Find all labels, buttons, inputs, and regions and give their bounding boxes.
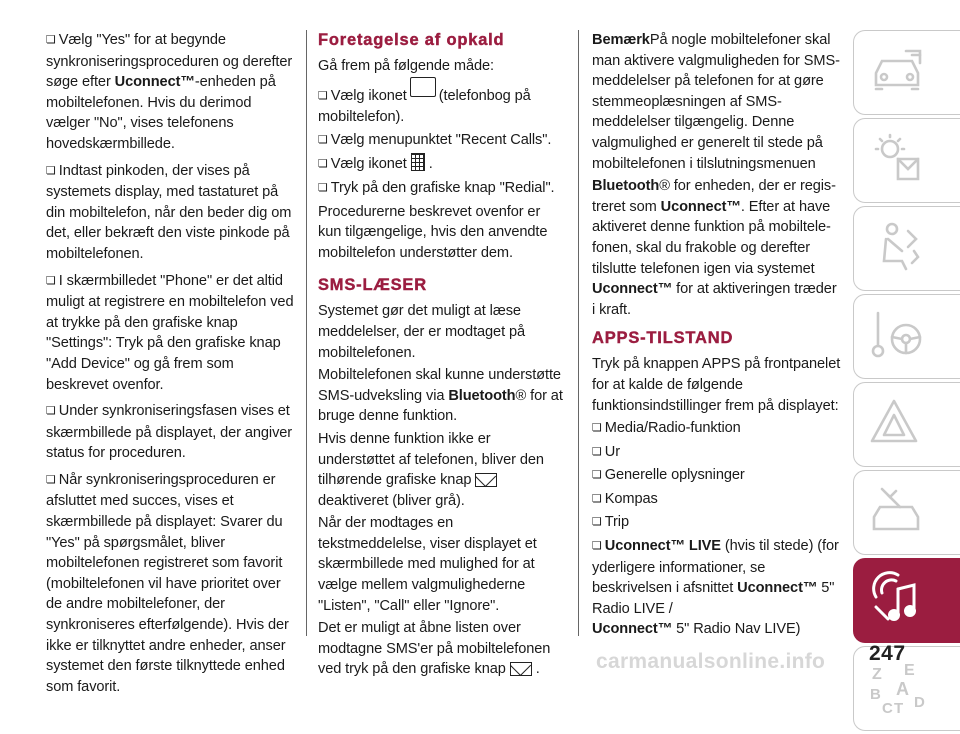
paragraph: Mobiltelefonen skal kunne understøtte SMS-udveksling via Bluetooth® for at bruge denne funktion. bbox=[318, 367, 563, 425]
column-divider bbox=[578, 30, 579, 636]
list-item: ❏ Vælg menupunktet "Recent Calls". bbox=[318, 131, 552, 148]
paragraph: Det er muligt at åbne listen over modtagne SMS'er på mobiltelefonen ved tryk på den grafiske knap . bbox=[318, 620, 551, 678]
bullet-icon: ❏ bbox=[46, 33, 56, 46]
list-item: ❏ Uconnect™ LIVE (hvis til stede) (for yderligere informationer, se beskrivelsen i afsnittet Uconnect™ 5" Radio LIVE / Uconnect™ 5" Radio Nav LIVE) bbox=[592, 538, 839, 638]
bullet-icon: ❏ bbox=[592, 539, 602, 553]
list-item: ❏ Vælg ikonet . bbox=[318, 153, 564, 176]
breakdown-triangle-icon bbox=[868, 397, 928, 453]
list-item: ❏ Generelle oplysninger bbox=[592, 467, 745, 484]
paragraph: Gå frem på følgende måde: bbox=[318, 58, 494, 74]
alphabetical-index-icon bbox=[868, 661, 928, 717]
car-info-icon bbox=[868, 45, 928, 101]
index-letter: T bbox=[894, 700, 904, 717]
watermark: carmanualsonline.info bbox=[596, 650, 826, 673]
steering-wheel-icon bbox=[868, 309, 928, 365]
tab-safety[interactable] bbox=[853, 206, 960, 291]
index-letter: C bbox=[882, 700, 893, 717]
bullet-icon: ❏ bbox=[46, 404, 56, 418]
list-item: ❏ Kompas bbox=[592, 490, 658, 507]
bullet-icon: ❏ bbox=[318, 157, 328, 171]
list-item: ❏ Under synkroniseringsfasen vises et skærmbillede på displayet, der angiver status for proceduren. bbox=[46, 403, 293, 462]
list-item: ❏ Tryk på den grafiske knap "Redial". bbox=[318, 179, 555, 196]
safety-seat-icon bbox=[868, 221, 928, 277]
list-item: ❏ Ur bbox=[592, 443, 620, 460]
bullet-icon: ❏ bbox=[318, 88, 328, 102]
bullet-icon: ❏ bbox=[592, 491, 602, 505]
list-item: ❏ Media/Radio-funktion bbox=[592, 420, 741, 437]
index-letter: E bbox=[904, 662, 915, 679]
multimedia-icon bbox=[868, 573, 928, 629]
column-1 bbox=[46, 30, 298, 703]
tab-maintenance[interactable] bbox=[853, 470, 960, 555]
list-item: ❏ Trip bbox=[592, 514, 629, 531]
list-item: ❏ Når synkroniseringsproceduren er afsluttet med succes, vises et skærmbillede på displayet: Svarer du "Yes" på spørgsmålet, bliver mobiltelefonen registreret som favorit (mobiltelefonen vil have prioritet over de andre mobiltelefoner, der synkroniseres efterfølgende). Hvis der ikke er tilknyttet andre enheder, anser systemet den første tilknyttede enhed som favorit. bbox=[46, 471, 289, 695]
tab-warning-lights[interactable] bbox=[853, 118, 960, 203]
bullet-icon: ❏ bbox=[318, 132, 328, 146]
bullet-icon: ❏ bbox=[592, 421, 602, 435]
phonebook-icon bbox=[410, 77, 436, 97]
bullet-icon: ❏ bbox=[592, 515, 602, 529]
bullet-icon: ❏ bbox=[46, 163, 56, 177]
list-item: ❏ Vælg ikonet (telefonbog på mobiltelefon). bbox=[318, 83, 564, 128]
chapter-tabs bbox=[853, 30, 960, 734]
wrench-car-icon bbox=[868, 485, 928, 541]
paragraph: Bluetooth® for enheden, der er registreret som Uconnect™. Efter at have aktiveret denne funktion på mobiltelefonen, skal du frakoble og derefter tilslutte telefonen igen via systemet Uconnect™ for at aktiveringen træder i kraft. bbox=[592, 178, 837, 318]
paragraph: Systemet gør det muligt at læse meddelelser, der er modtaget på mobiltelefonen. bbox=[318, 303, 526, 361]
bullet-icon: ❏ bbox=[592, 468, 602, 482]
column-divider bbox=[306, 30, 307, 636]
bullet-icon: ❏ bbox=[318, 180, 328, 194]
bullet-icon: ❏ bbox=[46, 273, 56, 287]
tab-emergency[interactable] bbox=[853, 382, 960, 467]
paragraph: Når der modtages en tekstmeddelelse, viser displayet et skærmbillede med mulighed for at vælge mellem valgmulighederne "Listen", "Call" eller "Ignore". bbox=[318, 515, 537, 614]
index-letter: Z bbox=[872, 666, 882, 683]
warning-lights-icon bbox=[868, 133, 928, 189]
bullet-icon: ❏ bbox=[592, 444, 602, 458]
section-heading-apps: APPS-TILSTAND bbox=[592, 329, 734, 348]
section-heading-sms: SMS-LÆSER bbox=[318, 276, 427, 295]
keypad-icon bbox=[411, 153, 425, 171]
tab-car-info[interactable] bbox=[853, 30, 960, 115]
paragraph: Procedurerne beskrevet ovenfor er kun tilgængelige, hvis den anvendte mobiltelefon understøtter dem. bbox=[318, 203, 548, 261]
list-item: ❏ Vælg "Yes" for at begynde synkroniseringsproceduren og derefter søge efter Uconnect™-enheden på mobiltelefonen. Hvis du derimod vælger "No", vises telefonens hovedskærmbillede. bbox=[46, 32, 293, 152]
tab-multimedia[interactable] bbox=[853, 558, 960, 643]
sms-icon bbox=[475, 473, 497, 487]
sms-icon bbox=[510, 662, 532, 676]
page-number: 247 bbox=[869, 642, 906, 665]
list-item: ❏ I skærmbilledet "Phone" er det altid muligt at registrere en mobiltelefon ved at trykke på den grafiske knap "Settings": Tryk på den grafiske knap "Add Device" og gå frem som beskrevet ovenfor. bbox=[46, 272, 294, 393]
column-2 bbox=[318, 30, 564, 682]
index-letter: D bbox=[914, 694, 925, 711]
list-item: ❏ Indtast pinkoden, der vises på systemets display, med tastaturet på din mobiltelefon, når den beder dig om det, eller bekræft den viste pinkode på mobiltelefonen. bbox=[46, 162, 292, 262]
section-heading-calls: Foretagelse af opkald bbox=[318, 31, 505, 49]
note: BemærkPå nogle mobiltelefoner skal man aktivere valgmuligheden for SMS-meddelelser på telefonen for at gøre stemmeoplæsningen af SMS-meddelelser tilgængelig. Denne valgmulighed er generelt til stede på mobiltelefonen i tilslutningsmenuen bbox=[592, 32, 840, 172]
index-letter: B bbox=[870, 686, 881, 703]
paragraph: Tryk på knappen APPS på frontpanelet for at kalde de følgende funktionsindstillinger frem på displayet: bbox=[592, 356, 841, 414]
index-letter: A bbox=[896, 679, 909, 699]
column-3 bbox=[592, 30, 842, 642]
tab-driving[interactable] bbox=[853, 294, 960, 379]
paragraph: Hvis denne funktion ikke er understøttet af telefonen, bliver den tilhørende grafiske knapdeaktiveret (bliver grå). bbox=[318, 430, 544, 509]
bullet-icon: ❏ bbox=[46, 472, 56, 486]
